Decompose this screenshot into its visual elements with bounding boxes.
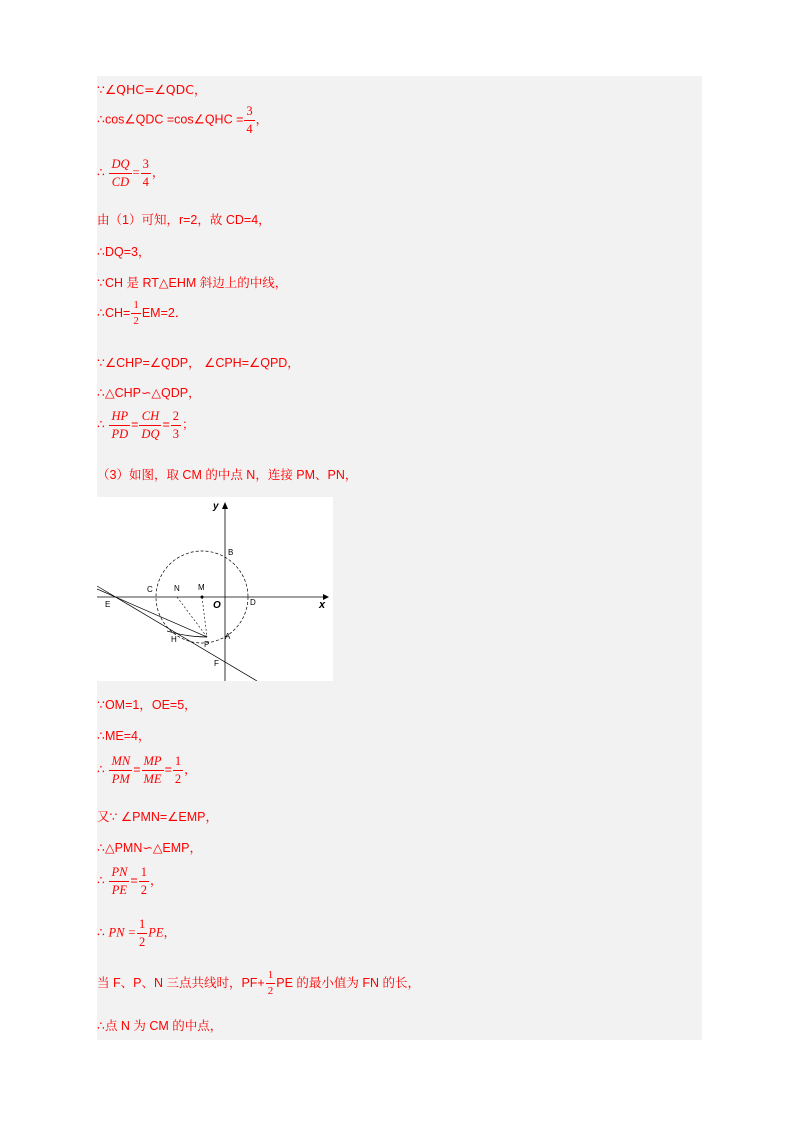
text-line: 当 F、P、N 三点共线时，PF+ $\frac{1}{2}$ PE 的最小值为 FN 的长，	[97, 969, 420, 997]
label-y: y	[213, 501, 219, 512]
text-line: ∴cos∠QDC =cos∠QHC = $\frac{3}{4}$ ，	[97, 104, 269, 136]
text-line: ∴ $\frac{DQ}{CD}$ = $\frac{3}{4}$ ，	[97, 157, 165, 189]
text-line: ∵CH 是 RT△EHM 斜边上的中线，	[97, 276, 288, 290]
fraction: $\frac{1}{2}$	[138, 917, 146, 949]
label-c: C	[147, 585, 153, 594]
fraction: $\frac{PN}{PE}$	[111, 865, 128, 897]
label-d: D	[250, 598, 256, 607]
text-line: ∴ $\frac{PN}{PE}$ = $\frac{1}{2}$ ，	[97, 865, 163, 897]
text-line: （3）如图，取 CM 的中点 N，连接 PM、PN，	[97, 468, 358, 482]
fraction: $\frac{3}{4}$	[246, 104, 253, 136]
text-line: ∴△PMN∽△EMP，	[97, 841, 203, 855]
y-axis-arrow	[222, 502, 228, 509]
fraction: $\frac{1}{2}$	[267, 969, 274, 997]
text-line: ∵∠CHP=∠QDP， ∠CPH=∠QPD，	[97, 356, 300, 370]
text-line: 又∵ ∠PMN=∠EMP，	[97, 810, 219, 824]
fraction: $\frac{MP}{ME}$	[143, 754, 162, 786]
label-e: E	[105, 600, 111, 609]
text-line: ∴ $\frac{MN}{PM}$ = $\frac{MP}{ME}$ = $\frac{1}{2}$ ，	[97, 754, 197, 786]
text-line: ∴ PN = $\frac{1}{2}$ PE，	[97, 917, 177, 949]
fraction: $\frac{MN}{PM}$	[111, 754, 131, 786]
label-m: M	[198, 583, 205, 592]
text-line: ∴点 N 为 CM 的中点，	[97, 1019, 223, 1033]
point-m	[201, 596, 204, 599]
label-n: N	[174, 584, 180, 593]
segment-mp	[202, 597, 207, 637]
geometry-figure	[97, 497, 333, 681]
text-line: ∴ME=4，	[97, 729, 151, 743]
segment-np	[177, 597, 207, 637]
label-a: A	[225, 632, 231, 641]
fraction: $\frac{1}{2}$	[174, 754, 182, 786]
text-line: ∵OM=1，OE=5，	[97, 698, 197, 712]
label-p: P	[204, 640, 210, 649]
fraction: $\frac{CH}{DQ}$	[141, 409, 160, 441]
text-line: ∵∠QHC=∠QDC，	[97, 82, 207, 97]
text-line: ∴△CHP∽△QDP，	[97, 386, 201, 400]
fraction: $\frac{3}{4}$	[142, 157, 149, 189]
text-line: ∴DQ=3，	[97, 245, 151, 259]
text-line: ∴ $\frac{HP}{PD}$ = $\frac{CH}{DQ}$ = $\frac{2}{3}$ ；	[97, 409, 195, 441]
label-h: H	[171, 635, 177, 644]
text-line: 由（1）可知，r=2，故 CD=4，	[97, 213, 271, 227]
fraction: $\frac{1}{2}$	[133, 299, 139, 327]
label-b: B	[228, 548, 234, 557]
label-o: O	[213, 600, 221, 611]
fraction: $\frac{1}{2}$	[140, 865, 147, 897]
fraction: $\frac{HP}{PD}$	[111, 409, 129, 441]
label-f: F	[214, 659, 219, 668]
line-ep	[97, 589, 207, 637]
fraction: $\frac{2}{3}$	[172, 409, 180, 441]
fraction: $\frac{DQ}{CD}$	[111, 157, 130, 189]
label-x: x	[319, 599, 326, 611]
text-line: ∴CH= $\frac{1}{2}$ EM=2．	[97, 299, 188, 327]
